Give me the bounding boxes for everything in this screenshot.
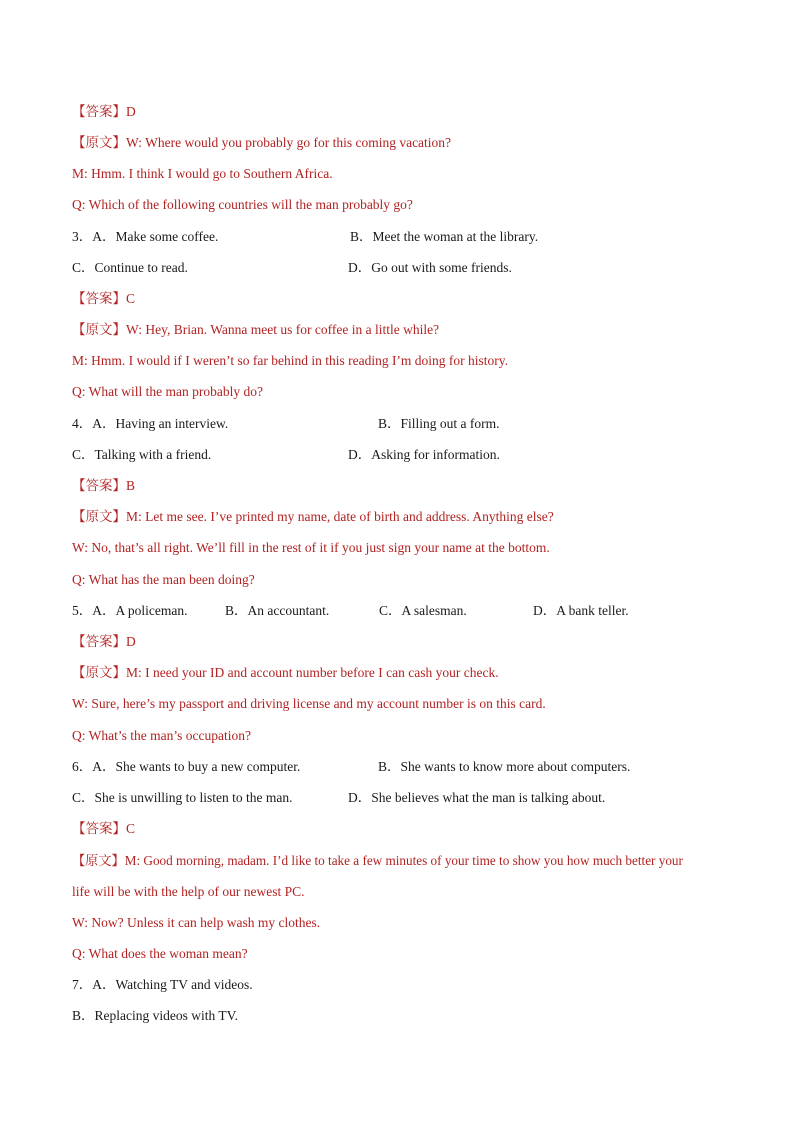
option-a: 5．A．A policeman. (72, 603, 188, 618)
option-c: C．A salesman. (379, 603, 467, 618)
option-b: B．She wants to know more about computers. (378, 759, 631, 774)
transcript-line: 【原文】M: Let me see. I’ve printed my name, date of birth and address. Anything else? (72, 509, 554, 524)
option-c: C．Continue to read. (72, 260, 188, 275)
option-b: B．Filling out a form. (378, 416, 500, 431)
option-d: D．She believes what the man is talking about. (348, 790, 606, 805)
option-b: B．Meet the woman at the library. (350, 229, 539, 244)
transcript-line: 【原文】M: I need your ID and account number before I can cash your check. (72, 665, 499, 680)
option-d: D．Asking for information. (348, 447, 500, 462)
transcript-line: Q: What has the man been doing? (72, 572, 255, 587)
answer-label: 【答案】D (72, 634, 136, 649)
transcript-line: W: Now? Unless it can help wash my clothes. (72, 915, 321, 930)
transcript-line: Q: What will the man probably do? (72, 384, 263, 399)
transcript-line: 【原文】W: Where would you probably go for this coming vacation? (72, 135, 452, 150)
option-a: 7．A．Watching TV and videos. (72, 977, 253, 992)
option-d: D．A bank teller. (533, 603, 629, 618)
transcript-line: M: Hmm. I think I would go to Southern Africa. (72, 166, 333, 181)
transcript-line: life will be with the help of our newest PC. (72, 884, 305, 899)
answer-label: 【答案】C (72, 291, 136, 306)
option-c: C．Talking with a friend. (72, 447, 212, 462)
answer-label: 【答案】D (72, 104, 136, 119)
transcript-line: W: Sure, here’s my passport and driving license and my account number is on this card. (72, 696, 546, 711)
option-b: B．Replacing videos with TV. (72, 1008, 238, 1023)
option-b: B．An accountant. (225, 603, 330, 618)
transcript-line: 【原文】M: Good morning, madam. I’d like to take a few minutes of your time to show you how much better your (72, 853, 683, 868)
transcript-line: Q: Which of the following countries will the man probably go? (72, 197, 413, 212)
transcript-line: 【原文】W: Hey, Brian. Wanna meet us for coffee in a little while? (72, 322, 440, 337)
option-a: 4．A．Having an interview. (72, 416, 229, 431)
transcript-line: Q: What’s the man’s occupation? (72, 728, 251, 743)
option-d: D．Go out with some friends. (348, 260, 512, 275)
option-c: C．She is unwilling to listen to the man. (72, 790, 293, 805)
transcript-line: W: No, that’s all right. We’ll fill in the rest of it if you just sign your name at the bottom. (72, 540, 550, 555)
option-a: 6．A．She wants to buy a new computer. (72, 759, 301, 774)
option-a: 3．A．Make some coffee. (72, 229, 219, 244)
transcript-line: M: Hmm. I would if I weren’t so far behind in this reading I’m doing for history. (72, 353, 509, 368)
transcript-line: Q: What does the woman mean? (72, 946, 248, 961)
answer-label: 【答案】C (72, 821, 136, 836)
answer-label: 【答案】B (72, 478, 136, 493)
